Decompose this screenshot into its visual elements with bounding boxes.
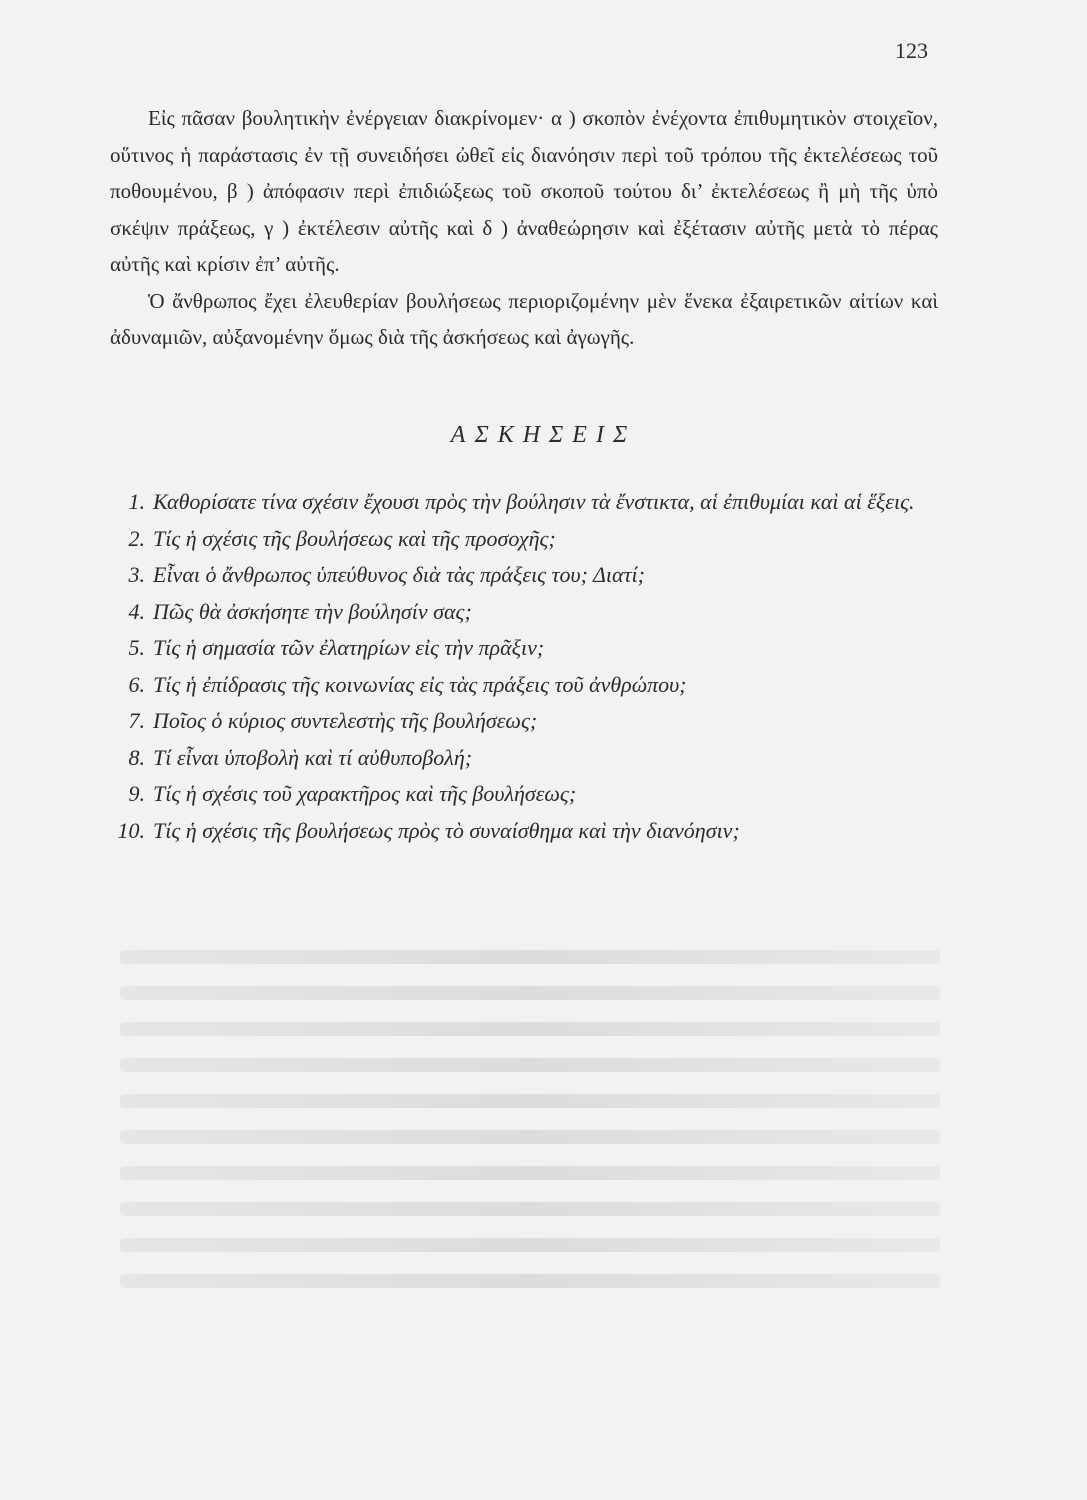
show-through-bleed — [120, 1274, 940, 1288]
exercise-item — [105, 667, 943, 704]
summary-paragraph: Εἰς πᾶσαν βουλητικὴν ἐνέργειαν διακρίνομεν· α ) σκοπὸν ἐνέχοντα ἐπιθυμητικὸν στοιχεῖον, οὕτινος ἡ παράστασις ἐν τῇ συνειδήσει ὠθεῖ εἰς διανόησιν περὶ τοῦ τρόπου τῆς ἐκτελέσεως τοῦ ποθουμένου, β ) ἀπόφασιν περὶ ἐπιδιώξεως τοῦ σκοποῦ τούτου δι’ ἐκτελέσεως ἢ μὴ τῆς ὑπὸ σκέψιν πράξεως, γ ) ἐκτέλεσιν αὐτῆς καὶ δ ) ἀναθεώρησιν καὶ ἐξέτασιν αὐτῆς μετὰ τὸ πέρας αὐτῆς καὶ κρίσιν ἐπ’ αὐτῆς. — [110, 106, 938, 276]
exercise-question: Ποῖος ὁ κύριος συντελεστὴς τῆς βουλήσεως; — [153, 708, 538, 733]
show-through-bleed — [120, 1022, 940, 1036]
exercise-item — [105, 630, 943, 667]
exercise-item — [105, 557, 943, 594]
exercise-number: 6. — [128, 671, 145, 697]
exercise-question: Τίς ἡ σημασία τῶν ἐλατηρίων εἰς τὴν πρᾶξιν; — [153, 635, 545, 660]
exercise-question: Τίς ἡ σχέσις τοῦ χαρακτῆρος καὶ τῆς βουλήσεως; — [153, 781, 577, 806]
show-through-bleed — [120, 986, 940, 1000]
exercise-number: 5. — [128, 635, 145, 660]
exercise-item — [105, 521, 943, 558]
summary-text — [110, 100, 938, 356]
exercise-question: Εἶναι ὁ ἄνθρωπος ὑπεύθυνος διὰ τὰς πράξεις του; Διατί; — [153, 562, 645, 587]
exercise-number: 1. — [128, 489, 145, 514]
exercise-question: Τί εἶναι ὑποβολὴ καὶ τί αὐθυποβολή; — [153, 744, 473, 770]
exercise-item — [105, 484, 943, 521]
summary-paragraph: Ὁ ἄνθρωπος ἔχει ἐλευθερίαν βουλήσεως περιοριζομένην μὲν ἕνεκα ἐξαιρετικῶν αἰτίων καὶ ἀδυναμιῶν, αὐξανομένην ὅμως διὰ τῆς ἀσκήσεως καὶ ἀγωγῆς. — [110, 288, 938, 349]
show-through-bleed — [120, 1238, 940, 1252]
show-through-bleed — [120, 1130, 940, 1144]
exercise-number: 4. — [128, 598, 145, 624]
page-number: 123 — [895, 38, 928, 63]
show-through-bleed — [120, 1094, 940, 1108]
show-through-bleed — [120, 950, 940, 964]
exercise-number: 3. — [128, 562, 145, 587]
exercise-item — [105, 740, 943, 777]
exercise-list — [105, 484, 943, 849]
exercise-number: 7. — [128, 708, 145, 733]
exercise-number: 8. — [128, 744, 145, 770]
exercise-number: 10. — [117, 817, 145, 843]
show-through-bleed — [120, 1058, 940, 1072]
section-title: ΑΣΚΗΣΕΙΣ — [450, 422, 637, 448]
exercise-question: Τίς ἡ σχέσις τῆς βουλήσεως πρὸς τὸ συναίσθημα καὶ τὴν διανόησιν; — [153, 817, 740, 843]
exercise-number: 2. — [128, 525, 145, 551]
exercise-item — [105, 703, 943, 740]
exercise-number: 9. — [128, 781, 145, 806]
show-through-bleed — [120, 1166, 940, 1180]
exercise-item — [105, 813, 943, 850]
exercise-question: Καθορίσατε τίνα σχέσιν ἔχουσι πρὸς τὴν βούλησιν τὰ ἔνστικτα, αἱ ἐπιθυμίαι καὶ αἱ ἕξεις. — [153, 489, 915, 514]
exercise-item — [105, 594, 943, 631]
exercise-question: Πῶς θὰ ἀσκήσητε τὴν βούλησίν σας; — [153, 598, 472, 624]
exercise-item — [105, 776, 943, 813]
exercise-question: Τίς ἡ σχέσις τῆς βουλήσεως καὶ τῆς προσοχῆς; — [153, 525, 556, 551]
exercise-question: Τίς ἡ ἐπίδρασις τῆς κοινωνίας εἰς τὰς πράξεις τοῦ ἀνθρώπου; — [153, 671, 687, 697]
show-through-bleed — [120, 1202, 940, 1216]
